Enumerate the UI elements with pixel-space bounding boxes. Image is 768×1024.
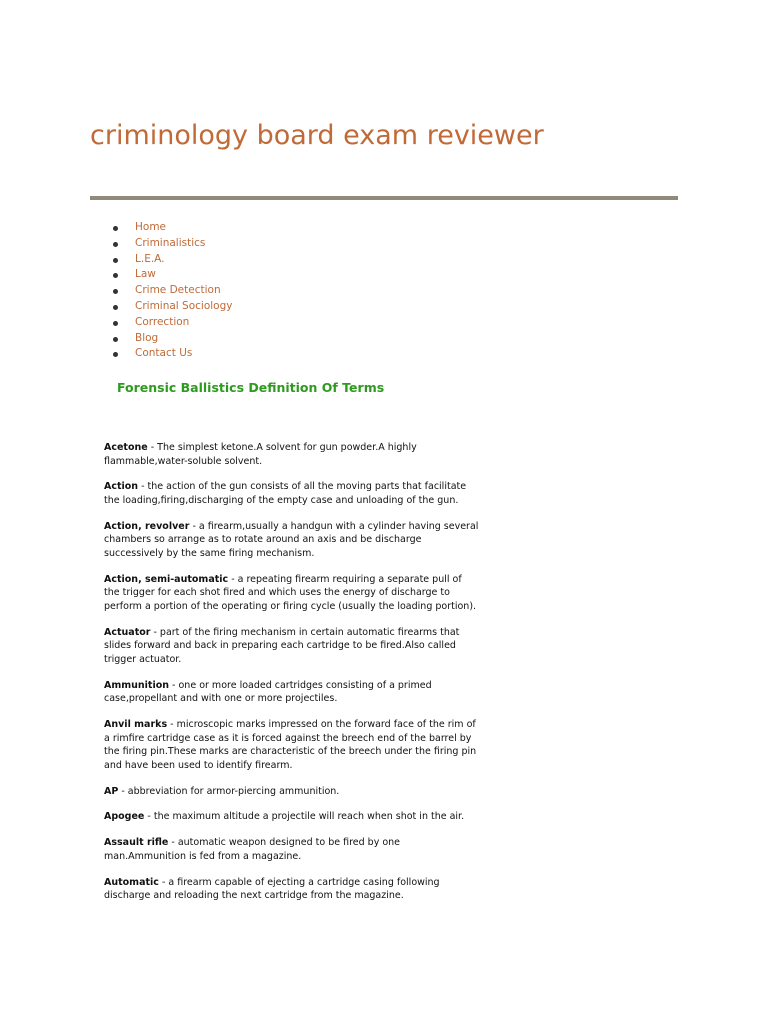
- nav-link-criminal-sociology[interactable]: Criminal Sociology: [135, 299, 233, 312]
- glossary-entry: [104, 573, 479, 614]
- glossary-entry: [104, 480, 479, 507]
- term-name: Ammunition: [104, 679, 170, 691]
- bullet-icon: [113, 352, 118, 357]
- title-divider: [90, 196, 678, 200]
- term-definition: abbreviation for armor-piercing ammunition.: [127, 785, 340, 797]
- bullet-icon: [113, 273, 118, 278]
- nav-item-blog: [100, 331, 232, 347]
- nav-item-crime-detection: [100, 283, 232, 299]
- term-separator: -: [144, 811, 154, 823]
- term-separator: -: [147, 442, 158, 453]
- term-definition: part of the firing mechanism in certain automatic firearms that slides forward and back in preparing each cartridge to be fired.Also called trigger actuator.: [104, 626, 460, 665]
- term-definition: the action of the gun consists of all the moving parts that facilitate the loading,firing,discharging of the empty case and unloading of the gun.: [104, 481, 467, 506]
- glossary-entry: [104, 810, 479, 824]
- nav-item-contact-us: [100, 346, 232, 362]
- term-separator: -: [169, 679, 179, 691]
- nav-link-criminalistics[interactable]: Criminalistics: [135, 236, 206, 249]
- term-definition: the maximum altitude a projectile will reach when shot in the air.: [153, 811, 465, 823]
- bullet-icon: [113, 321, 118, 326]
- site-title[interactable]: criminology board exam reviewer: [90, 120, 544, 151]
- nav-item-home: [100, 220, 232, 236]
- nav-link-correction[interactable]: Correction: [135, 315, 190, 328]
- nav-item-criminalistics: [100, 236, 232, 252]
- term-separator: -: [150, 626, 160, 638]
- term-name: Action, revolver: [104, 520, 190, 532]
- term-separator: -: [189, 520, 199, 532]
- term-separator: -: [118, 785, 128, 797]
- glossary-entry: [104, 626, 479, 667]
- nav-link-home[interactable]: Home: [135, 221, 167, 233]
- glossary-entry: [104, 679, 479, 706]
- bullet-icon: [113, 226, 118, 231]
- nav-link-lea[interactable]: L.E.A.: [135, 252, 165, 265]
- term-name: Acetone: [104, 442, 148, 453]
- glossary-entry: [104, 718, 479, 772]
- term-separator: -: [158, 876, 169, 888]
- nav-link-contact-us[interactable]: Contact Us: [135, 347, 193, 360]
- term-definition: a firearm,usually a handgun with a cylinder having several chambers so arrange as to rotate around an axis and be discharge successively by the same firing mechanism.: [104, 520, 479, 559]
- term-name: AP: [104, 785, 119, 797]
- term-definition: The simplest ketone.A solvent for gun powder.A highly flammable,water-soluble solvent.: [104, 442, 417, 467]
- term-name: Assault rifle: [104, 837, 169, 849]
- term-definition: one or more loaded cartridges consisting of a primed case,propellant and with one or more projectiles.: [104, 679, 432, 705]
- glossary-entry: [104, 520, 479, 561]
- glossary-entry: [104, 785, 479, 799]
- main-nav: [100, 220, 232, 362]
- glossary-entry: [104, 441, 479, 468]
- post-title: Forensic Ballistics Definition Of Terms: [117, 380, 385, 395]
- bullet-icon: [113, 258, 118, 263]
- bullet-icon: [113, 242, 118, 247]
- term-definition: a repeating firearm requiring a separate pull of the trigger for each shot fired and which uses the energy of discharge to perform a portion of the operating or firing cycle (usually the loading portion).: [104, 573, 477, 612]
- glossary-entry: [104, 876, 479, 903]
- term-separator: -: [168, 837, 178, 849]
- nav-link-blog[interactable]: Blog: [135, 331, 159, 344]
- term-definition: microscopic marks impressed on the forward face of the rim of a rimfire cartridge case as it is forced against the breech end of the barrel by the firing pin.These marks are characteristic of the breech under the firing pin and have been used to identify firearm.: [104, 719, 477, 771]
- term-definition: automatic weapon designed to be fired by one man.Ammunition is fed from a magazine.: [104, 837, 401, 862]
- term-separator: -: [228, 573, 238, 585]
- term-separator: -: [167, 719, 177, 731]
- nav-item-law: [100, 267, 232, 283]
- bullet-icon: [113, 337, 118, 342]
- term-name: Actuator: [104, 626, 151, 638]
- bullet-icon: [113, 289, 118, 294]
- nav-link-crime-detection[interactable]: Crime Detection: [135, 284, 221, 297]
- glossary-entry: [104, 836, 479, 863]
- nav-item-correction: [100, 315, 232, 331]
- nav-item-criminal-sociology: [100, 299, 232, 315]
- term-name: Action: [104, 481, 139, 493]
- nav-link-law[interactable]: Law: [135, 268, 156, 281]
- term-definition: a firearm capable of ejecting a cartridge casing following discharge and reloading the next cartridge from the magazine.: [104, 876, 440, 902]
- bullet-icon: [113, 305, 118, 310]
- term-name: Apogee: [104, 811, 145, 823]
- term-name: Action, semi-automatic: [104, 573, 229, 585]
- glossary: [104, 441, 479, 915]
- term-separator: -: [138, 481, 148, 493]
- term-name: Automatic: [104, 876, 159, 888]
- nav-item-lea: [100, 252, 232, 268]
- term-name: Anvil marks: [104, 719, 168, 731]
